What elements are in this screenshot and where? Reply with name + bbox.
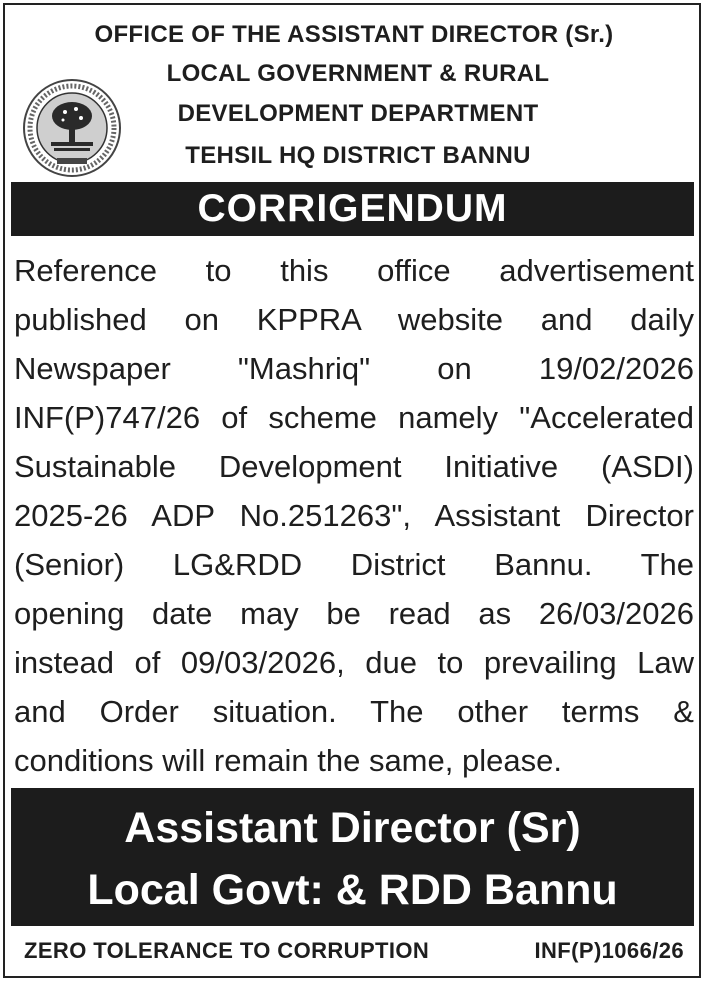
corrigendum-title: CORRIGENDUM <box>197 187 508 230</box>
body-line: Reference to this office advertisement <box>14 253 694 288</box>
body-line: conditions will remain the same, please. <box>14 743 562 778</box>
body-line: opening date may be read as 26/03/2026 <box>14 596 694 631</box>
office-name-line-3: DEVELOPMENT DEPARTMENT <box>177 100 539 127</box>
body-line: 2025-26 ADP No.251263", Assistant Director <box>14 498 694 533</box>
corrigendum-title-bar <box>11 182 694 236</box>
body-line: instead of 09/03/2026, due to prevailing Law <box>14 645 694 680</box>
footer-reference: INF(P)1066/26 <box>534 938 684 963</box>
signature-title: Assistant Director (Sr) <box>124 804 581 852</box>
office-name-line-2: LOCAL GOVERNMENT & RURAL <box>166 60 550 87</box>
office-name-line-1: OFFICE OF THE ASSISTANT DIRECTOR (Sr.) <box>94 21 614 48</box>
body-line: and Order situation. The other terms & <box>14 694 694 729</box>
body-line: Newspaper "Mashriq" on 19/02/2026 <box>14 351 694 386</box>
office-name-line-4: TEHSIL HQ DISTRICT BANNU <box>185 142 531 169</box>
body-line: Sustainable Development Initiative (ASDI) <box>14 449 694 484</box>
corrigendum-body <box>14 246 694 785</box>
body-line: (Senior) LG&RDD District Bannu. The <box>14 547 694 582</box>
body-line: published on KPPRA website and daily <box>14 302 694 337</box>
signature-block <box>11 788 694 926</box>
government-seal-icon <box>21 78 124 179</box>
signature-office: Local Govt: & RDD Bannu <box>87 866 618 914</box>
footer-slogan: ZERO TOLERANCE TO CORRUPTION <box>24 938 430 963</box>
body-line: INF(P)747/26 of scheme namely "Accelerated <box>14 400 694 435</box>
